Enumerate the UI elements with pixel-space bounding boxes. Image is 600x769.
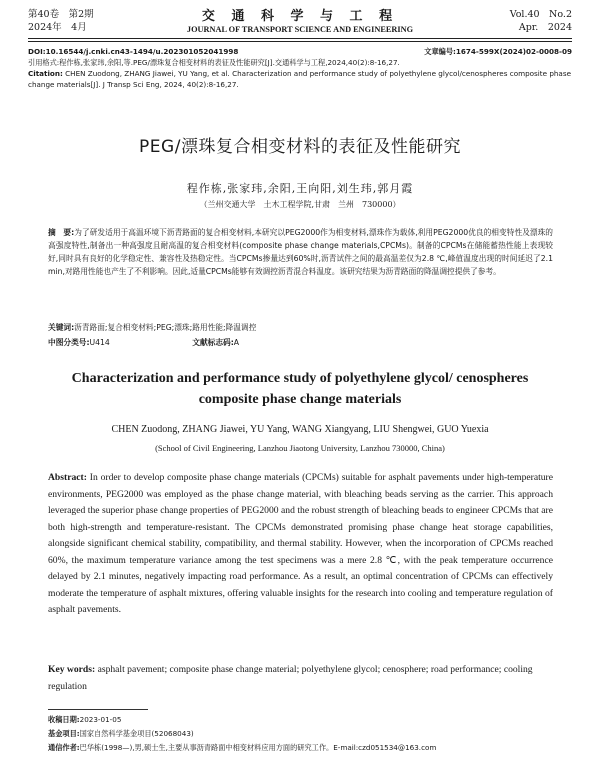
abstract-cn-text: 为了研发适用于高温环境下沥青路面的复合相变材料,本研究以PEG2000作为相变材料,漂珠作为载体,利用PEG2000优良的相变特性及漂珠的高强度特性,制备出一种高强度且耐高温的复合相变材料(composite phase change materials,CPCMs)。制备的CPCMs在储能蓄热性能上表现较好,同时具有良好的化学稳定性、兼容性及热稳定性。当CPCMs掺量达到60%时,沥青试件之间的最高温差仅为2.8 ℃,峰值温度出现的时间延迟了2.1 min,对路用性能也产生了不利影响。因此,适量CPCMs能够有效调控沥青混合料温度。该研究结果为沥青路面的降温调控提供了参考。 [48, 228, 553, 276]
affiliation-en: (School of Civil Engineering, Lanzhou Jiaotong University, Lanzhou 730000, China) [155, 443, 445, 453]
keywords-cn [48, 321, 553, 334]
keywords-en [48, 662, 553, 695]
doc-code-label: 文献标志码: [192, 338, 234, 347]
citation-en-label: Citation: [28, 69, 63, 78]
keywords-cn-label: 关键词: [48, 323, 75, 332]
header-rule [28, 38, 572, 39]
doi: DOI:10.16544/j.cnki.cn43-1494/u.202301052041998 [28, 47, 239, 56]
citation-cn: 引用格式:程作栋,张家玮,余阳,等.PEG/漂珠复合相变材料的表征及性能研究[J].交通科学与工程,2024,40(2):8-16,27. [28, 58, 400, 67]
keywords-en-label: Key words: [48, 664, 96, 675]
citation-en: CHEN Zuodong, ZHANG Jiawei, YU Yang, et al. Characterization and performance study of polyethylene glycol/cenospheres composite phase change materials[J]. J Transp Sci Eng, 2024, 40(2):8-16,27. [28, 69, 572, 89]
volume-issue-cn: 第40卷 第2期 [28, 9, 94, 20]
abstract-cn-label: 摘 要: [48, 228, 75, 237]
abstract-cn [48, 226, 553, 278]
clc-label: 中图分类号: [48, 338, 90, 347]
received-label: 收稿日期: [48, 715, 80, 724]
authors-cn: 程作栋,张家玮,余阳,王向阳,刘生玮,郭月霞 [186, 182, 414, 195]
doc-code-value: A [233, 338, 240, 347]
title-en: Characterization and performance study of polyethylene glycol/ cenospheres composite phase change materials [71, 371, 529, 407]
footnote-rule [48, 709, 148, 710]
header-right [510, 8, 572, 34]
received-date [48, 713, 568, 727]
fund-label: 基金项目: [48, 729, 80, 738]
abstract-en-text: In order to develop composite phase change materials (CPCMs) suitable for asphalt pavements under high-temperature environments, PEG2000 was employed as the phase change material, with bleaching beads serving as the carrier. This approach leveraged the superior phase change properties of PEG2000 and the robust strength of bleaching beads to engineer CPCMs that are both high-strength and temperature-resistant. The CPCMs demonstrated promising phase change heat storage capabilities, alongside significant chemical stability, compatibility, and thermal stability. However, when the incorporation of CPCMs reached 60%, the maximum temperature variance among the test specimens was a mere 2.8 ℃, with the peak temperature occurrence delayed by 2.1 minutes, negatively impacting road performance. As a result, an optimal concentration of CPCMs can effectively moderate the temperature of asphalt mixtures, offering valuable insights for the research into cooling and temperature regulation of asphalt pavements. [48, 472, 553, 615]
affiliation-cn: （兰州交通大学 土木工程学院,甘肃 兰州 730000） [199, 200, 401, 209]
keywords-en-text: asphalt pavement; composite phase change material; polyethylene glycol; cenosphere; road performance; cooling regulation [48, 664, 533, 692]
meta-block [28, 46, 572, 90]
volume-issue-en: Vol.40 No.2 [509, 9, 572, 20]
abstract-en-label: Abstract: [48, 472, 87, 483]
title-cn: PEG/漂珠复合相变材料的表征及性能研究 [139, 137, 461, 157]
keywords-cn-text: 沥青路面;复合相变材料;PEG;漂珠;路用性能;降温调控 [74, 323, 257, 332]
journal-title-en: JOURNAL OF TRANSPORT SCIENCE AND ENGINEERING [186, 25, 414, 34]
article-number: 文章编号:1674-599X(2024)02-0008-09 [424, 47, 572, 56]
corresponding-author [48, 741, 568, 755]
journal-title [130, 5, 470, 34]
citation-en-block [28, 68, 572, 90]
date-en: Apr. 2024 [518, 22, 572, 33]
clc-value: U414 [89, 338, 110, 347]
clc [48, 338, 150, 347]
fund-value: 国家自然科学基金项目(52068043) [79, 729, 194, 738]
doi-row [28, 46, 572, 57]
footnotes [48, 713, 568, 755]
author-label: 通信作者: [48, 743, 80, 752]
fund [48, 727, 568, 741]
header-rule-thin [28, 41, 572, 42]
authors-en: CHEN Zuodong, ZHANG Jiawei, YU Yang, WANG Xiangyang, LIU Shengwei, GUO Yuexia [111, 424, 489, 435]
author-value: 巴华栋(1998—),男,硕士生,主要从事沥青路面中相变材料应用方面的研究工作。E-mail:czd051534@163.com [79, 743, 437, 752]
journal-title-cn: 交 通 科 学 与 工 程 [201, 9, 399, 24]
date-cn: 2024年 4月 [28, 22, 87, 33]
abstract-en [48, 470, 553, 619]
classification-row [48, 337, 319, 348]
header-left [28, 8, 94, 34]
doc-code [192, 338, 279, 347]
received-value: 2023-01-05 [79, 715, 122, 724]
